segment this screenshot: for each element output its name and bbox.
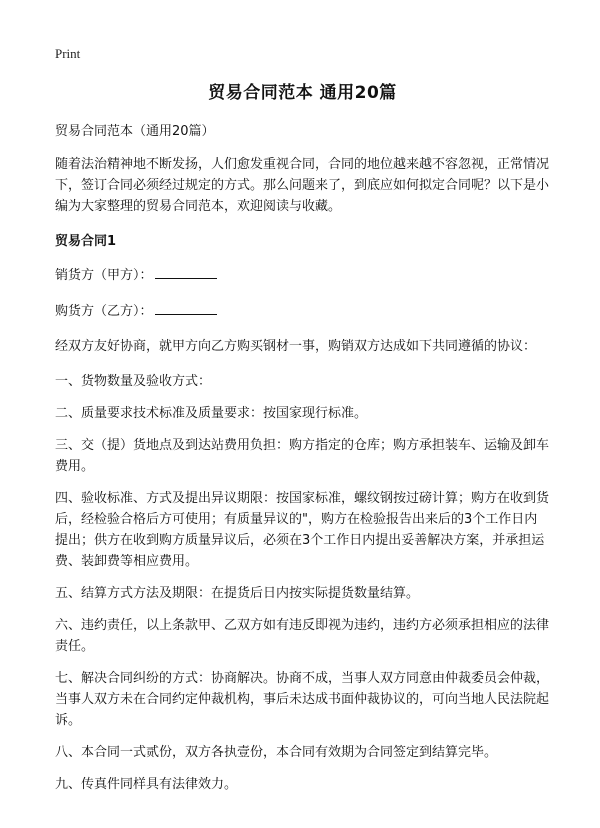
buyer-blank [155, 300, 217, 315]
buyer-field [55, 300, 550, 322]
clause-9: 九、传真件同样具有法律效力。 [55, 777, 238, 792]
clause-8: 八、本合同一式贰份，双方各执壹份，本合同有效期为合同签定到结算完毕。 [55, 745, 498, 760]
preamble-paragraph: 经双方友好协商，就甲方向乙方购买钢材一事，购销双方达成如下共同遵循的协议： [55, 339, 537, 354]
clause-6: 六、违约责任，以上条款甲、乙双方如有违反即视为违约，违约方必须承担相应的法律责任。 [55, 618, 550, 654]
section-title: 贸易合同1 [55, 234, 117, 249]
clause-7: 七、解决合同纠纷的方式：协商解决。协商不成，当事人双方同意由仲裁委员会仲裁，当事人双方未在合同约定仲裁机构，事后未达成书面仲裁协议的，可向当地人民法院起诉。 [55, 671, 550, 728]
page-title: 贸易合同范本 通用20篇 [208, 83, 397, 103]
intro-paragraph: 随着法治精神地不断发扬，人们愈发重视合同，合同的地位越来越不容忽视，正常情况下，签订合同必须经过规定的方式。那么问题来了，到底应如何拟定合同呢？以下是小编为大家整理的贸易合同范本，欢迎阅读与收藏。 [55, 157, 550, 214]
seller-blank [155, 264, 217, 279]
clause-2: 二、质量要求技术标准及质量要求：按国家现行标准。 [55, 406, 368, 421]
buyer-label: 购货方（乙方）： [55, 304, 153, 319]
seller-label: 销货方（甲方）： [55, 268, 153, 283]
document-subtitle: 贸易合同范本（通用20篇） [55, 124, 215, 139]
clause-1: 一、货物数量及验收方式： [55, 374, 212, 389]
seller-field [55, 264, 550, 286]
clause-5: 五、结算方式方法及期限：在提货后日内按实际提货数量结算。 [55, 586, 420, 601]
print-link[interactable]: Print [55, 46, 81, 61]
clause-4: 四、验收标准、方式及提出异议期限：按国家标准，螺纹钢按过磅计算；购方在收到货后，经检验合格后方可使用；有质量异议的"，购方在检验报告出来后的3个工作日内提出；供方在收到购方质量异议后，必须在3个工作日内提出妥善解决方案，并承担运费、装卸费等相应费用。 [55, 491, 550, 569]
document-body [55, 78, 550, 806]
clause-3: 三、交（提）货地点及到达站费用负担：购方指定的仓库；购方承担装车、运输及卸车费用。 [55, 438, 550, 474]
